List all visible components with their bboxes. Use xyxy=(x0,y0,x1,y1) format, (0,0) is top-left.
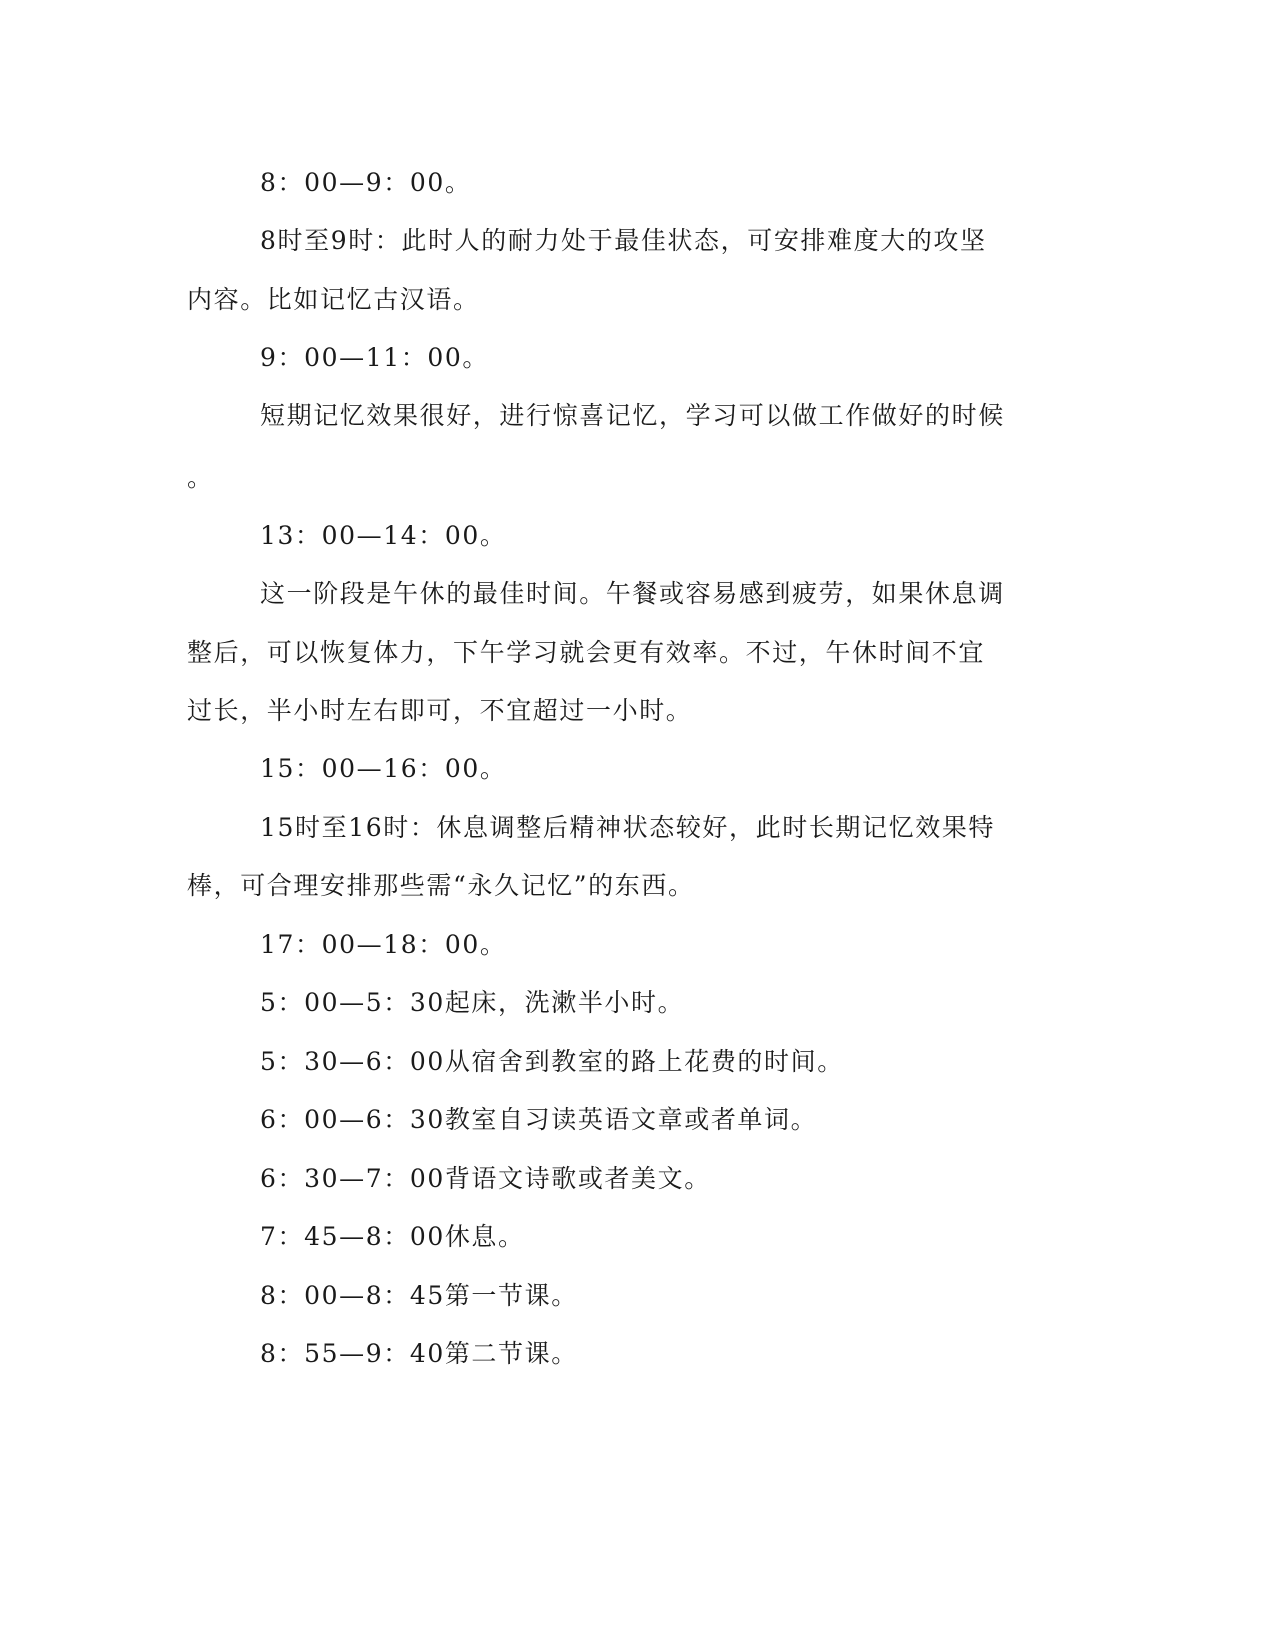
paragraph-line: 棒，可合理安排那些需“永久记忆”的东西。 xyxy=(187,871,695,900)
schedule-item: 6：30—7：00背语文诗歌或者美文。 xyxy=(260,1164,711,1193)
time-heading: 17：00—18：00。 xyxy=(260,930,507,959)
paragraph-line: 内容。比如记忆古汉语。 xyxy=(187,285,480,314)
paragraph-line: 过长，半小时左右即可，不宜超过一小时。 xyxy=(187,696,693,725)
schedule-item: 7：45—8：00休息。 xyxy=(260,1222,525,1251)
time-heading: 13：00—14：00。 xyxy=(260,521,507,550)
paragraph-line: 。 xyxy=(187,463,214,492)
time-heading: 15：00—16：00。 xyxy=(260,754,507,783)
paragraph-line: 短期记忆效果很好，进行惊喜记忆，学习可以做工作做好的时候 xyxy=(260,401,1005,430)
time-heading: 8：00—9：00。 xyxy=(260,168,472,197)
schedule-item: 6：00—6：30教室自习读英语文章或者单词。 xyxy=(260,1105,818,1134)
schedule-item: 8：00—8：45第一节课。 xyxy=(260,1281,578,1310)
schedule-item: 5：30—6：00从宿舍到教室的路上花费的时间。 xyxy=(260,1047,844,1076)
paragraph-line: 15时至16时：休息调整后精神状态较好，此时长期记忆效果特 xyxy=(260,813,996,842)
time-heading: 9：00—11：00。 xyxy=(260,343,489,372)
paragraph-line: 这一阶段是午休的最佳时间。午餐或容易感到疲劳，如果休息调 xyxy=(260,579,1005,608)
schedule-item: 8：55—9：40第二节课。 xyxy=(260,1339,578,1368)
paragraph-line: 整后，可以恢复体力，下午学习就会更有效率。不过，午休时间不宜 xyxy=(187,638,986,667)
schedule-item: 5：00—5：30起床，洗漱半小时。 xyxy=(260,988,685,1017)
paragraph-line: 8时至9时：此时人的耐力处于最佳状态，可安排难度大的攻坚 xyxy=(260,226,987,255)
